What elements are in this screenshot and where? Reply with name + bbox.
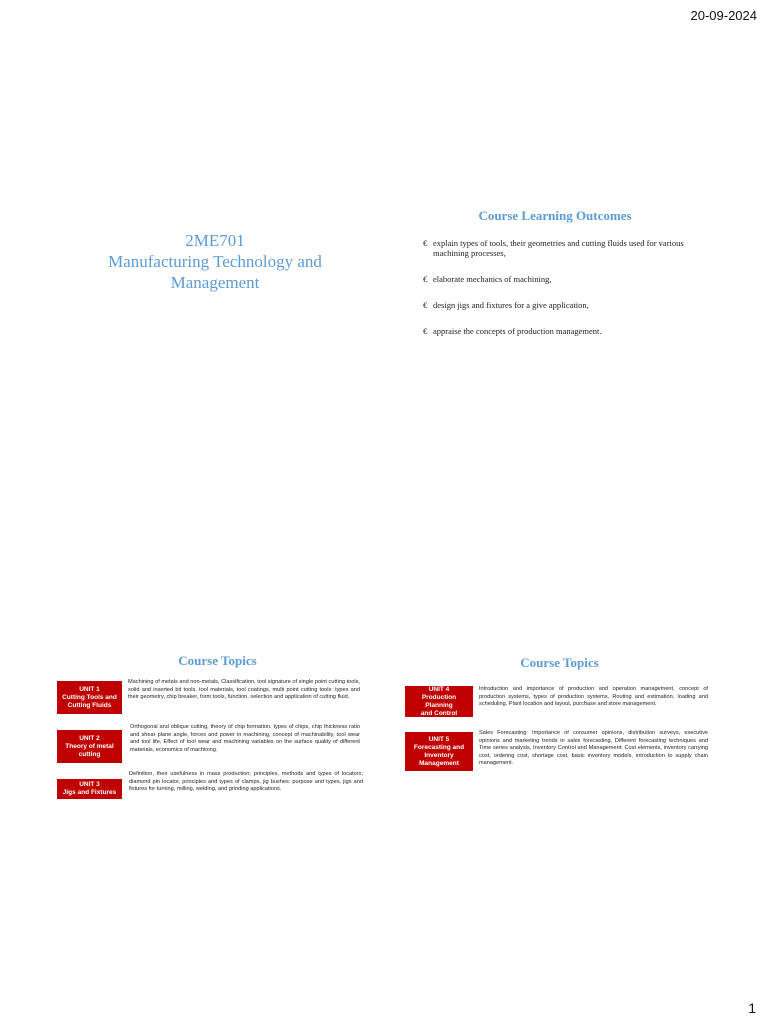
clo-item [423,274,713,284]
unit-badge [57,730,122,763]
unit-number: UNIT 1 [79,685,100,693]
course-topics-heading: Course Topics [520,655,599,670]
unit-row [57,679,360,714]
clo-text: appraise the concepts of production management. [433,326,602,336]
unit-title-line: Management [419,759,459,767]
unit-title-line: Theory of metal [65,742,114,750]
unit-description: Orthogonal and oblique cutting, theory of chip formation, types of chips, chip thickness ratio and shear plane angle, forces and power in machining, concept of machinability, tool wear and tool life, Effect of tool wear and machining variables on the surface quality of different materials, economics of machining. [130,724,360,753]
clo-item [423,238,713,258]
bullet-icon: € [423,300,428,310]
unit-title-line: Cutting Fluids [67,701,112,709]
unit-title-line: Production Planning [421,693,457,709]
course-name-line1: Manufacturing Technology and [108,252,322,271]
unit-number: UNIT 3 [79,781,100,788]
unit-number: UNIT 5 [428,735,450,743]
unit-description: Sales Forecasting: Importance of consumer opinions, distribution surveys, executive opinions and marketing trends in sales forecasting, Different forecasting techniques and Time series analysis, Inventory Control and Management: Cost elements, inventory carrying cost, ordering cost, shortage cost, basic inventory models, introduction to supply chain management. [479,730,708,767]
unit-badge [405,732,473,771]
unit-title-line: and Control [420,709,458,717]
course-topics-heading: Course Topics [178,653,257,668]
unit-title-line: Jigs and Fixtures [62,789,117,796]
page-date: 20-09-2024 [690,8,757,23]
bullet-icon: € [423,326,428,336]
clo-text: explain types of tools, their geometries and cutting fluids used for various machining processes, [433,238,684,258]
unit-row [405,730,708,771]
unit-badge [405,686,473,717]
bullet-icon: € [423,274,428,284]
unit-title-line: Inventory [424,751,454,759]
clo-heading: Course Learning Outcomes [478,208,632,223]
unit-badge [57,779,122,799]
unit-row [57,724,360,763]
unit-description: Definition, their usefulness in mass production; principles, methods and types of locators; diamond pin locator, principles and types of clamps, jig bushes: purpose and types, jigs and fixtures for turning, milling, welding, and grinding applications. [129,771,363,793]
unit-number: UNIT 2 [79,734,100,742]
course-code: 2ME701 [185,231,245,250]
unit-badge [57,681,122,714]
bullet-icon: € [423,238,428,248]
unit-description: Introduction and importance of production and operation management, concept of production systems, types of production systems, Routing and estimation, loading and scheduling. Plant location and layout, purchase and store management. [479,686,708,708]
unit-title-line: Forecasting and [413,743,465,751]
clo-text: elaborate mechanics of machining, [433,274,552,284]
unit-description: Machining of metals and non-metals, Classification, tool signature of single point cutting tools, solid and inserted bit tools, tool materials, tool coatings, multi point cutting tools: types and their geometry, chip breaker, form tools, function, selection and application of cutting fluid. [128,679,360,701]
clo-item [423,326,713,336]
unit-row [57,771,363,799]
unit-title-line: cutting [78,750,101,758]
clo-text: design jigs and fixtures for a give application, [433,300,589,310]
unit-title-line: Cutting Tools and [62,693,117,701]
clo-item [423,300,713,310]
clo-list [423,238,713,352]
unit-number: UNIT 4 [428,685,450,693]
page-number: 1 [748,1000,756,1016]
course-name-line2: Management [170,273,260,292]
unit-row [405,686,708,717]
course-title [60,230,370,293]
